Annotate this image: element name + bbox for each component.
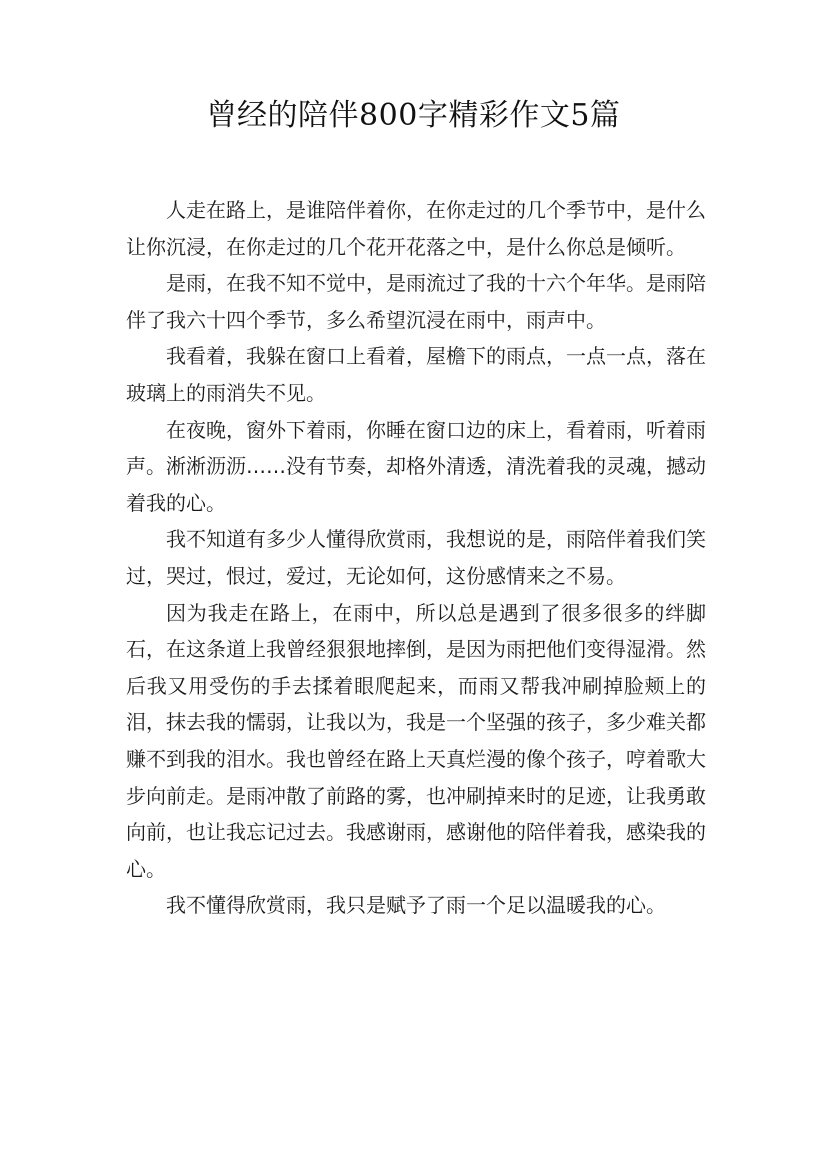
paragraph-1: 人走在路上，是谁陪伴着你，在你走过的几个季节中，是什么让你沉浸，在你走过的几个花开花落之中，是什么你总是倾听。: [126, 198, 706, 259]
article-body: [126, 192, 706, 924]
paragraph-3: 我看着，我躲在窗口上看着，屋檐下的雨点，一点一点，落在玻璃上的雨消失不见。: [126, 344, 706, 405]
paragraph-6: 因为我走在路上，在雨中，所以总是遇到了很多很多的绊脚石，在这条道上我曾经狠狠地摔倒，是因为雨把他们变得湿滑。然后我又用受伤的手去揉着眼爬起来，而雨又帮我冲刷掉脸颊上的泪，抹去我的懦弱，让我以为，我是一个坚强的孩子，多少难关都赚不到我的泪水。我也曾经在路上天真烂漫的像个孩子，哼着歌大步向前走。是雨冲散了前路的雾，也冲刷掉来时的足迹，让我勇敢向前，也让我忘记过去。我感谢雨，感谢他的陪伴着我，感染我的心。: [126, 600, 706, 881]
paragraph-5: 我不知道有多少人懂得欣赏雨，我想说的是，雨陪伴着我们笑过，哭过，恨过，爱过，无论如何，这份感情来之不易。: [126, 527, 706, 588]
paragraph-4: 在夜晚，窗外下着雨，你睡在窗口边的床上，看着雨，听着雨声。淅淅沥沥……没有节奏，却格外清透，清洗着我的灵魂，撼动着我的心。: [126, 417, 706, 515]
paragraph-7: 我不懂得欣赏雨，我只是赋予了雨一个足以温暖我的心。: [166, 893, 666, 918]
page-title: 曾经的陪伴800字精彩作文5篇: [206, 98, 621, 133]
paragraph-2: 是雨，在我不知不觉中，是雨流过了我的十六个年华。是雨陪伴了我六十四个季节，多么希望沉浸在雨中，雨声中。: [126, 271, 706, 332]
